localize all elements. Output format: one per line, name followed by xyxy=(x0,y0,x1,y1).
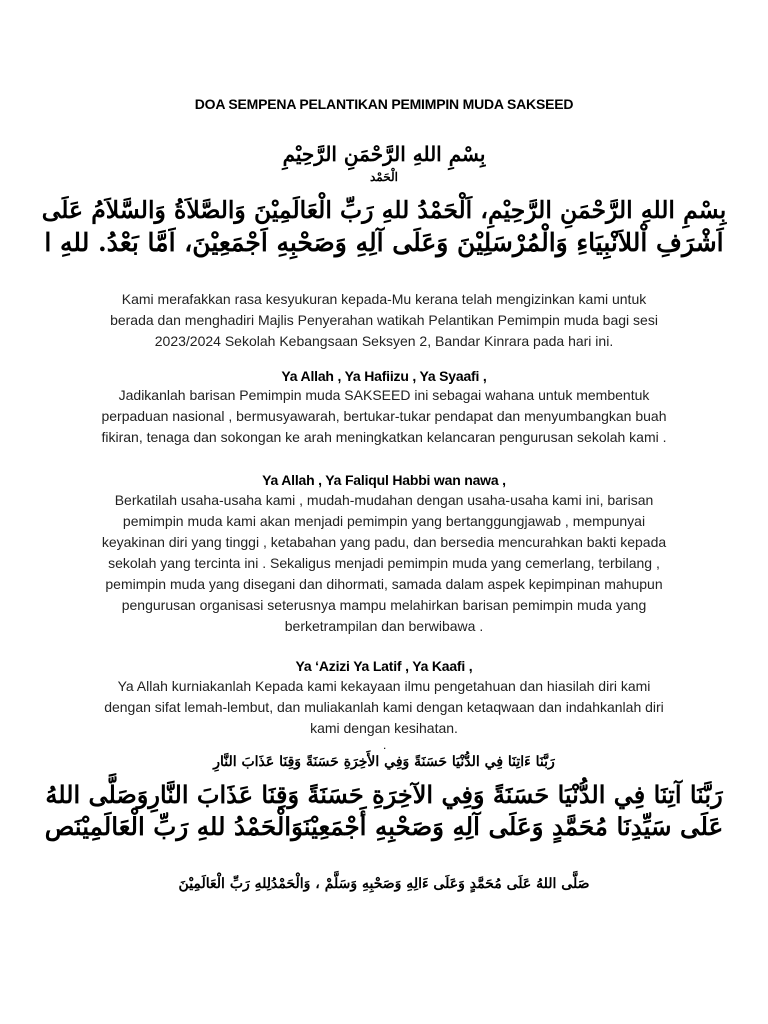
section-heading-3: Ya ‘Azizi Ya Latif , Ya Kaafi , xyxy=(295,658,473,674)
section-paragraph-1 xyxy=(80,385,688,448)
paragraph-line: fikiran, tenaga dan sokongan ke arah meningkatkan kelancaran pengurusan sekolah kami . xyxy=(101,429,667,445)
arabic-hamd-small: الْحَمْد xyxy=(370,170,398,184)
intro-line: 2023/2024 Sekolah Kebangsaan Seksyen 2, Bandar Kinrara pada hari ini. xyxy=(154,333,614,349)
arabic-closing-line-1: رَبَّنَا آتِنَا فِي الدُّنْيَا حَسَنَةً وَفِي الآخِرَةِ حَسَنَةً وَقِنَا عَذَابَ النَّارِوَصَلَّى اللهُ xyxy=(45,780,723,809)
arabic-opening-line-2: اَشْرَفِ اْللاَنْبِيَاءِ وَالْمُرْسَلِيْنَ وَعَلَى آلِهِ وَصَحْبِهِ اَجْمَعِيْنَ، اَمَّا بَعْدُ. للهِ ا xyxy=(44,228,724,257)
section-heading-1: Ya Allah , Ya Hafiizu , Ya Syaafi , xyxy=(281,368,487,384)
arabic-closing-line-2: عَلَى سَيِّدِنَا مُحَمَّدٍ وَعَلَى آلِهِ وَصَحْبِهِ أَجْمَعِيْنَوَالْحَمْدُ للهِ رَبِّ الْعَالَمِيْنَص xyxy=(44,812,724,841)
arabic-basmalah: بِسْمِ اللهِ الرَّحْمَنِ الرَّحِيْمِ xyxy=(282,142,486,166)
paragraph-line: berketrampilan dan berwibawa . xyxy=(284,618,484,634)
arabic-rabbana-small: رَبَّنَا ءَاتِنَا فِي الدُّنْيَا حَسَنَةً وَفِي الأَخِرَةِ حَسَنَةً وَقِنَا عَذَابَ النَّارِ xyxy=(213,754,555,770)
paragraph-line: pemimpin muda kami akan menjadi pemimpin yang bertanggungjawab , mempunyai xyxy=(122,513,646,529)
intro-paragraph xyxy=(80,289,688,352)
paragraph-line: dengan sifat lemah-lembut, dan muliakanlah kami dengan ketaqwaan dan indahkanlah diri xyxy=(104,699,664,715)
paragraph-line: perpaduan nasional , bermusyawarah, bertukar-tukar pendapat dan menyumbangkan buah xyxy=(101,408,667,424)
intro-line: Kami merafakkan rasa kesyukuran kepada-Mu kerana telah mengizinkan kami untuk xyxy=(121,291,647,307)
document-title: DOA SEMPENA PELANTIKAN PEMIMPIN MUDA SAKSEED xyxy=(194,96,574,112)
arabic-salawat: صَلَّى اللهُ عَلَى مُحَمَّدٍ وَعَلَى ءَالِهِ وَصَحْبِهِ وَسَلَّمْ ، وَالْحَمْدُلِلهِ رَبِّ الْعَالَمِيْنَ xyxy=(178,876,590,892)
paragraph-line: keyakinan diri yang tinggi , ketabahan yang padu, dan bersedia mencurahkan bakti kepada xyxy=(101,534,667,550)
section-heading-2: Ya Allah , Ya Faliqul Habbi wan nawa , xyxy=(262,472,506,488)
paragraph-line: kami dengan kesihatan. xyxy=(310,720,458,736)
paragraph-line: Berkatilah usaha-usaha kami , mudah-mudahan dengan usaha-usaha kami ini, barisan xyxy=(114,492,654,508)
separator-dot: . xyxy=(383,738,387,752)
intro-line: berada dan menghadiri Majlis Penyerahan watikah Pelantikan Pemimpin muda bagi sesi xyxy=(110,312,658,328)
paragraph-line: Jadikanlah barisan Pemimpin muda SAKSEED ini sebagai wahana untuk membentuk xyxy=(118,387,650,403)
paragraph-line: Ya Allah kurniakanlah Kepada kami kekayaan ilmu pengetahuan dan hiasilah diri kami xyxy=(117,678,651,694)
section-paragraph-3 xyxy=(80,676,688,739)
arabic-opening-line-1: بِسْمِ اللهِ الرَّحْمَنِ الرَّحِيْمِ، اَلْحَمْدُ للهِ رَبِّ الْعَالَمِيْنَ وَالصَّلاَةُ وَالسَّلاَمُ عَلَى xyxy=(41,196,727,224)
section-paragraph-2 xyxy=(80,490,688,637)
paragraph-line: pemimpin muda yang disegani dan dihormati, samada dalam aspek kepimpinan mahupun xyxy=(105,576,663,592)
paragraph-line: pengurusan organisasi seterusnya mampu melahirkan barisan pemimpin muda yang xyxy=(121,597,647,613)
paragraph-line: sekolah yang tercinta ini . Sekaligus menjadi pemimpin muda yang cemerlang, terbilang , xyxy=(108,555,660,571)
